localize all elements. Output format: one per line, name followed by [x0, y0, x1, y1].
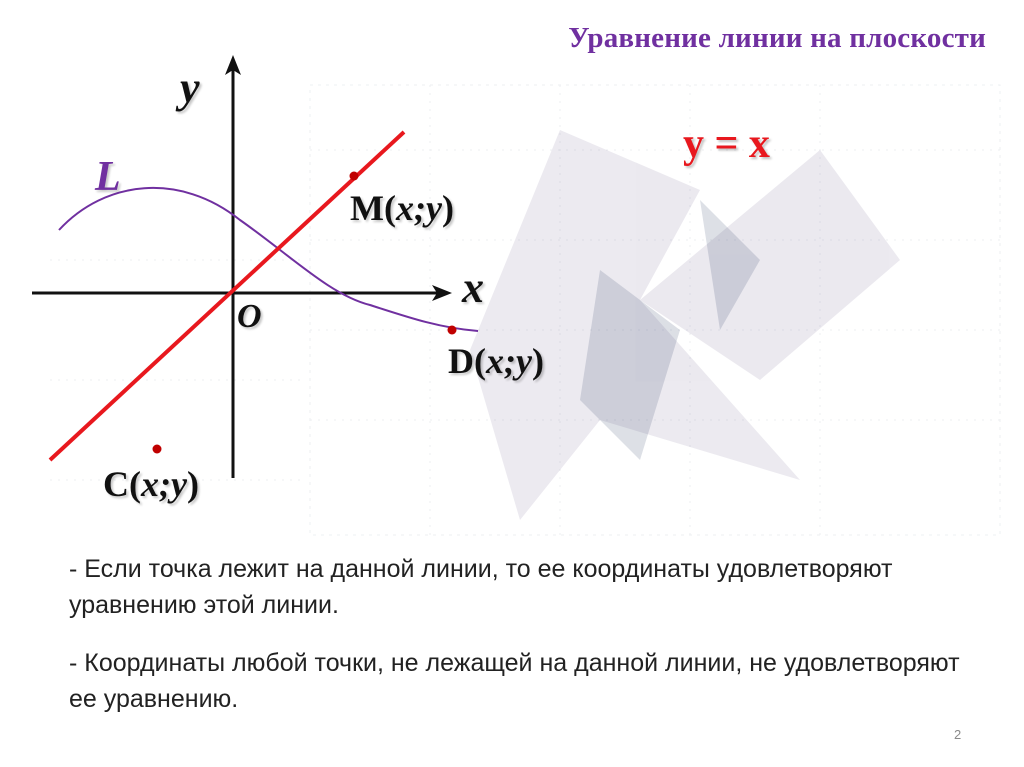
point-c: [153, 445, 162, 454]
point-d-label: D(x;y): [448, 341, 544, 381]
origin-label: O: [237, 298, 262, 335]
page-number: 2: [954, 727, 962, 742]
paragraph-point-off-line: - Координаты любой точки, не лежащей на данной линии, не удовлетворяют ее уравнению.: [69, 649, 960, 713]
line-equation: y = x: [683, 121, 770, 167]
y-axis-label: y: [180, 63, 200, 112]
x-axis-label: x: [462, 263, 484, 312]
point-m: [350, 172, 359, 181]
curve-label: L: [95, 154, 121, 200]
point-d: [448, 326, 457, 335]
point-m-label: M(x;y): [350, 188, 454, 228]
slide-title: Уравнение линии на плоскости: [568, 22, 986, 54]
point-c-label: C(x;y): [103, 464, 199, 504]
paragraph-point-on-line: - Если точка лежит на данной линии, то ее координаты удовлетворяют уравнению этой линии.: [69, 555, 893, 619]
